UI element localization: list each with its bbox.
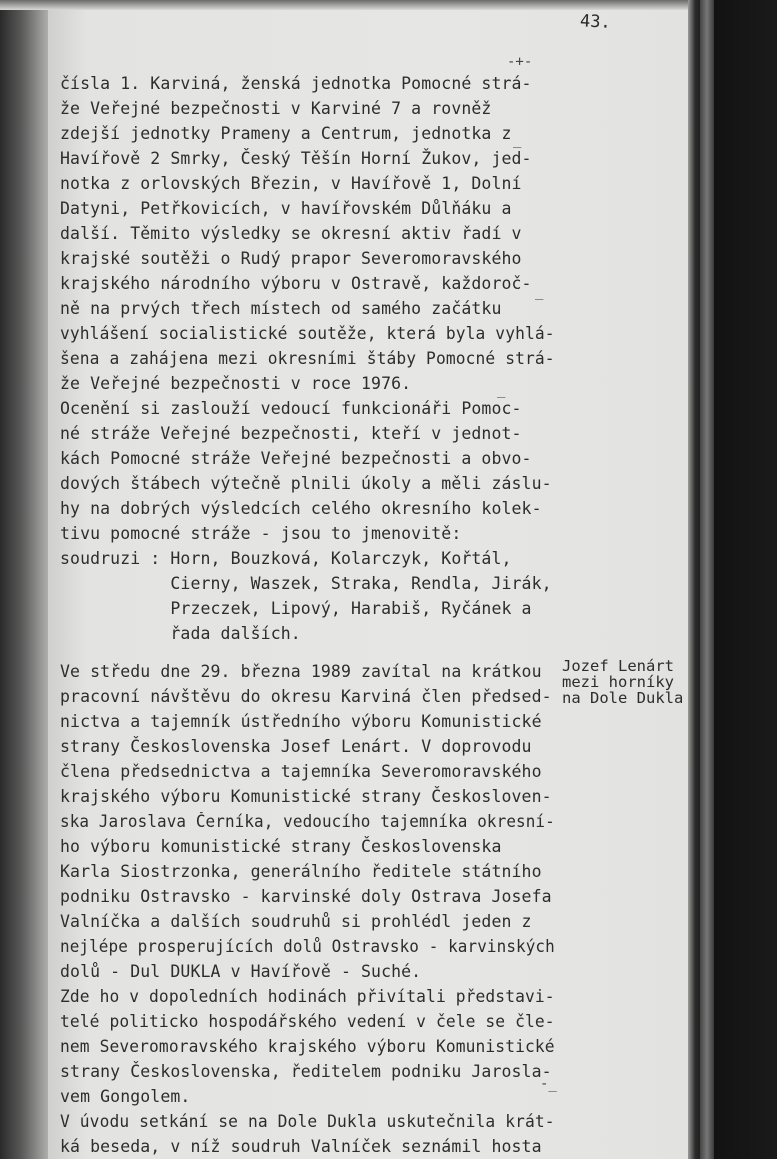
text-line: Ocenění si zaslouží vedoucí funkcionáři Pomoc- [60, 399, 522, 418]
text-line: Cierny, Waszek, Straka, Rendla, Jirák, [60, 574, 552, 593]
text-line: telé politicko hospodářského vedení v čele se čle- [60, 1012, 555, 1031]
margin-dash: _ [513, 132, 522, 148]
margin-dash: _ [497, 382, 506, 398]
margin-note-line: Jozef Lenárt [562, 657, 674, 675]
text-line: řada dalších. [60, 624, 301, 643]
text-line: strany Československa, ředitelem podniku Jarosla- [60, 1062, 552, 1081]
text-line: čísla 1. Karviná, ženská jednotka Pomocné strá- [60, 74, 532, 93]
text-line: Karla Siostrzonka, generálního ředitele státního [60, 862, 542, 881]
text-line: pracovní návštěvu do okresu Karviná člen předsed- [60, 687, 552, 706]
text-line: podniku Ostravsko - karvinské doly Ostrava Josefa [60, 887, 552, 906]
text-line: krajské soutěži o Rudý prapor Severomoravského [60, 249, 522, 268]
text-line: že Veřejné bezpečnosti v roce 1976. [60, 374, 412, 393]
text-line: Havířově 2 Smrky, Český Těšín Horní Žukov, jed- [60, 149, 532, 168]
margin-dash: -+- [507, 54, 533, 70]
text-line: dolů - Dul DUKLA v Havířově - Suché. [60, 962, 422, 981]
margin-note-line: na Dole Dukla [562, 689, 684, 707]
page-number: 43. [579, 11, 612, 33]
page-edge-highlight [700, 0, 714, 1159]
text-line: Datyni, Petřkovicích, v havířovském Důlňáku a [60, 199, 512, 218]
text-line: soudruzi : Horn, Bouzková, Kolarczyk, Kořtál, [60, 549, 512, 568]
text-line: Ve středu dne 29. března 1989 zavítal na krátkou [60, 662, 542, 681]
margin-dash: -_ [540, 1076, 557, 1092]
text-line: šena a zahájena mezi okresními štáby Pomocné strá- [60, 349, 555, 368]
text-line: vyhlášení socialistické soutěže, která byla vyhlá- [60, 324, 555, 343]
text-line: Valníčka a dalších soudruhů si prohlédl jeden z [60, 912, 532, 931]
margin-note-line: mezi horníky [562, 673, 674, 691]
top-shadow [0, 0, 777, 10]
text-line: že Veřejné bezpečnosti v Karviné 7 a rovněž [60, 99, 492, 118]
text-line: krajského výboru Komunistické strany Českosloven- [60, 787, 552, 806]
text-line: vem Gongolem. [60, 1087, 191, 1106]
text-line: Zde ho v dopoledních hodinách přivítali představi- [60, 987, 555, 1006]
text-line: ně na prvých třech místech od samého začátku [60, 299, 502, 318]
margin-dash: _ [535, 284, 544, 300]
text-line: V úvodu setkání se na Dole Dukla uskutečnila krát- [60, 1112, 555, 1131]
text-line: nejlépe prosperujících dolů Ostravsko - karvinských [60, 937, 555, 956]
text-line: nem Severomoravského krajského výboru Komunistické [60, 1037, 555, 1056]
text-line: Przeczek, Lipový, Harabiš, Ryčánek a [60, 599, 532, 618]
text-line: zdejší jednotky Prameny a Centrum, jednotka z [60, 124, 512, 143]
text-line: tivu pomocné stráže - jsou to jmenovitě: [60, 524, 462, 543]
text-line: notka z orlovských Březin, v Havířově 1, Dolní [60, 174, 522, 193]
text-line: člena předsednictva a tajemníka Severomoravského [60, 762, 542, 781]
text-line: dových štábech výtečně plnili úkoly a měli záslu- [60, 474, 552, 493]
text-line: ká beseda, v níž soudruh Valníček seznámil hosta [60, 1137, 542, 1156]
text-line: krajského národního výboru v Ostravě, každoroč- [60, 274, 532, 293]
text-line: ska Jaroslava Černíka, vedoucího tajemníka okresní- [60, 812, 555, 831]
text-line: ho výboru komunistické strany Československa [60, 837, 502, 856]
text-line: strany Československa Josef Lenárt. V doprovodu [60, 737, 532, 756]
text-line: né stráže Veřejné bezpečnosti, kteří v jednot- [60, 424, 522, 443]
text-line: kách Pomocné stráže Veřejné bezpečnosti a obvo- [60, 449, 532, 468]
text-line: nictva a tajemník ústředního výboru Komunistické [60, 712, 542, 731]
text-line: hy na dobrých výsledcích celého okresního kolek- [60, 499, 542, 518]
text-line: další. Těmito výsledky se okresní aktiv řadí v [60, 224, 522, 243]
